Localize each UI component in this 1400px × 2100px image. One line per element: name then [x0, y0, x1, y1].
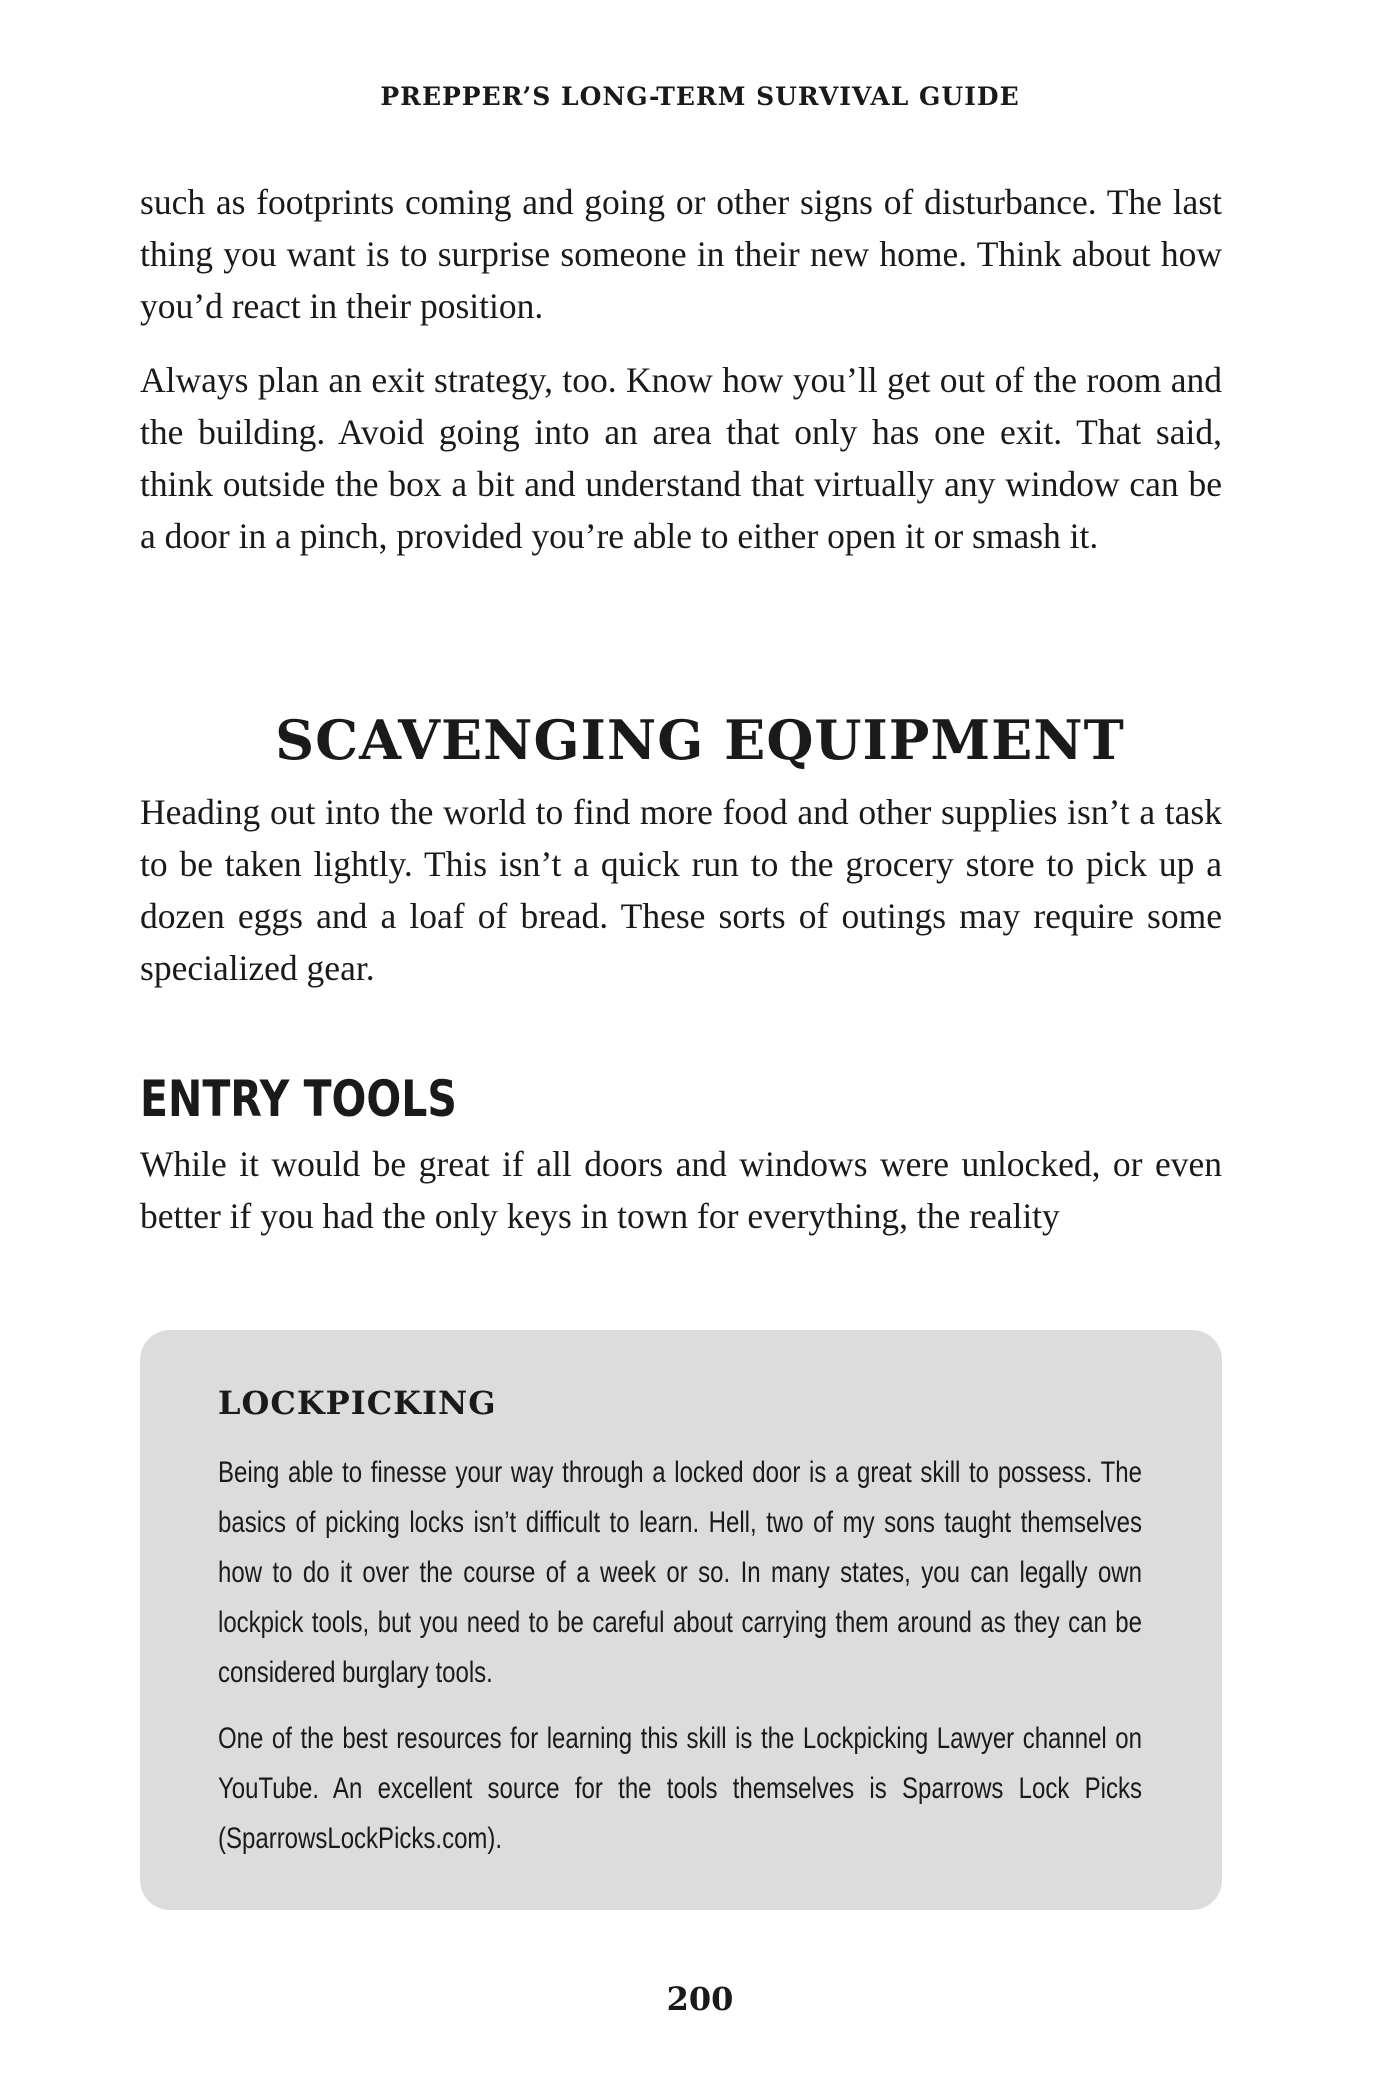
subsection-heading: ENTRY TOOLS: [140, 1070, 457, 1128]
section-text: [140, 786, 1222, 1016]
running-header: PREPPER’S LONG-TERM SURVIVAL GUIDE: [380, 82, 1020, 111]
page-number: 200: [666, 1980, 734, 2018]
subsection-text: [140, 1138, 1222, 1264]
intro-paragraph-2: Always plan an exit strategy, too. Know how you’ll get out of the room and the building. Avoid going into an area that only has one exit. That said, think outside the box a bit and understand that virtually any window can be a door in a pinch, provided you’re able to either open it or smash it.: [140, 360, 1222, 556]
sidebar-box: [140, 1330, 1222, 1910]
sidebar-title: LOCKPICKING: [218, 1384, 497, 1422]
section-heading: SCAVENGING EQUIPMENT: [275, 708, 1125, 772]
sidebar-paragraph-2: One of the best resources for learning this skill is the Lockpicking Lawyer channel on YouTube. An excellent source for the tools themselves is Sparrows Lock Picks (SparrowsLockPicks.com).: [218, 1722, 1142, 1855]
section-paragraph: Heading out into the world to find more food and other supplies isn’t a task to be taken lightly. This isn’t a quick run to the grocery store to pick up a dozen eggs and a loaf of bread. These sorts of outings may require some specialized gear.: [140, 792, 1222, 988]
sidebar-paragraph-1: Being able to finesse your way through a locked door is a great skill to possess. The basics of picking locks isn’t difficult to learn. Hell, two of my sons taught themselves how to do it over the course of a week or so. In many states, you can legally own lockpick tools, but you need to be careful about carrying them around as they can be considered burglary tools.: [218, 1456, 1142, 1689]
sidebar-text: [218, 1448, 1142, 1880]
subsection-paragraph: While it would be great if all doors and windows were unlocked, or even better if you had the only keys in town for everything, the reality: [140, 1144, 1222, 1236]
intro-text: [140, 176, 1222, 584]
intro-paragraph-1: such as footprints coming and going or other signs of disturbance. The last thing you want is to surprise someone in their new home. Think about how you’d react in their position.: [140, 182, 1222, 326]
